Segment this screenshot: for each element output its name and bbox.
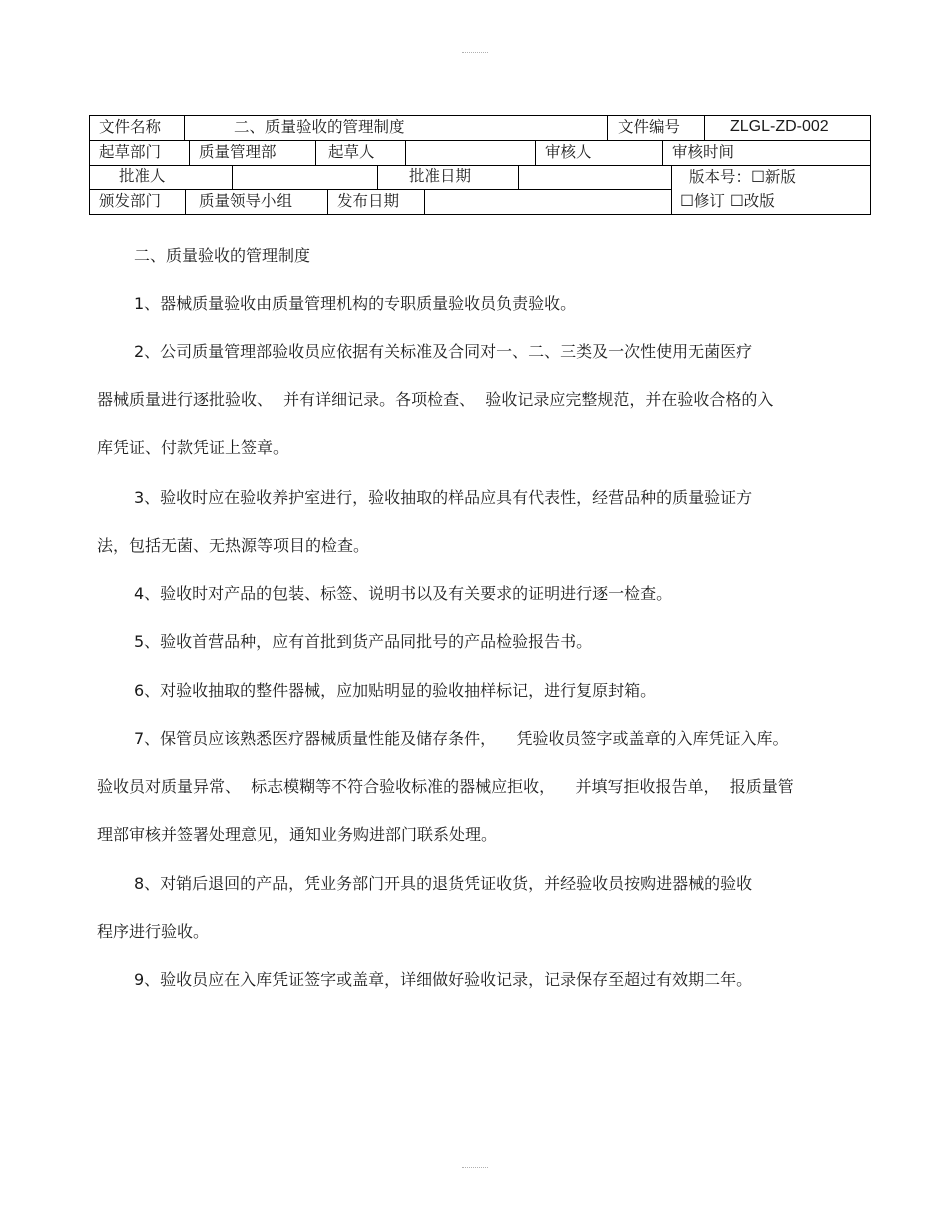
file-name-label: 文件名称 (99, 118, 162, 136)
paragraph-line: 器械质量进行逐批验收、 并有详细记录。各项检查、 验收记录应完整规范，并在验收合格的入 (97, 390, 774, 409)
doc-title: 二、质量验收的管理制度 (134, 246, 311, 265)
table-border (671, 165, 672, 215)
approve-date-label: 批准日期 (409, 167, 472, 185)
paragraph-line: 8、对销后退回的产品，凭业务部门开具的退货凭证收货，并经验收员按购进器械的验收 (134, 874, 753, 893)
file-no-value: ZLGL-ZD-002 (730, 118, 829, 135)
paragraph-line: 3、验收时应在验收养护室进行，验收抽取的样品应具有代表性，经营品种的质量验证方 (134, 488, 753, 507)
issue-date-label: 发布日期 (337, 192, 400, 210)
table-border (189, 140, 190, 165)
table-border (377, 165, 378, 189)
paragraph-line: 9、验收员应在入库凭证签字或盖章，详细做好验收记录，记录保存至超过有效期二年。 (134, 970, 753, 989)
table-border (704, 115, 705, 140)
paragraph-line: 程序进行验收。 (97, 922, 210, 941)
approver-label: 批准人 (119, 167, 166, 185)
drafter-label: 起草人 (328, 143, 375, 161)
table-border (405, 140, 406, 165)
table-border (315, 140, 316, 165)
table-border (327, 189, 328, 214)
table-border (607, 115, 608, 140)
file-name-value: 二、质量验收的管理制度 (234, 118, 405, 136)
draft-dept-value: 质量管理部 (199, 143, 277, 161)
draft-dept-label: 起草部门 (99, 143, 162, 161)
version-line1: 版本号：☐新版 (689, 168, 796, 186)
issue-dept-value: 质量领导小组 (199, 192, 293, 210)
version-line2: ☐修订 ☐改版 (680, 192, 775, 210)
table-border (870, 115, 871, 215)
table-border (184, 115, 185, 140)
table-border (518, 165, 519, 189)
paragraph-line: 7、保管员应该熟悉医疗器械质量性能及储存条件， 凭验收员签字或盖章的入库凭证入库。 (134, 729, 789, 748)
paragraph-line: 理部审核并签署处理意见，通知业务购进部门联系处理。 (97, 825, 498, 844)
page-header-mark (462, 52, 488, 53)
table-border (424, 189, 425, 214)
reviewer-label: 审核人 (545, 143, 592, 161)
table-border (89, 214, 871, 215)
paragraph-line: 验收员对质量异常、 标志模糊等不符合验收标准的器械应拒收， 并填写拒收报告单， 报质量管 (97, 777, 794, 796)
table-border (662, 140, 663, 165)
document-info-table (89, 115, 871, 215)
paragraph-line: 法，包括无菌、无热源等项目的检查。 (97, 536, 370, 555)
table-border (185, 189, 186, 214)
paragraph-line: 2、公司质量管理部验收员应依据有关标准及合同对一、二、三类及一次性使用无菌医疗 (134, 342, 753, 361)
table-border (232, 165, 233, 189)
paragraph-line: 4、验收时对产品的包装、标签、说明书以及有关要求的证明进行逐一检查。 (134, 584, 673, 603)
table-border (535, 140, 536, 165)
table-border (89, 189, 671, 190)
paragraph-line: 1、器械质量验收由质量管理机构的专职质量验收员负责验收。 (134, 294, 577, 313)
file-no-label: 文件编号 (618, 118, 681, 136)
table-border (89, 115, 871, 116)
table-border (89, 165, 871, 166)
review-time-label: 审核时间 (672, 143, 735, 161)
paragraph-line: 库凭证、付款凭证上签章。 (97, 438, 290, 457)
page-footer-mark (462, 1167, 488, 1168)
table-border (89, 115, 90, 215)
paragraph-line: 6、对验收抽取的整件器械，应加贴明显的验收抽样标记，进行复原封箱。 (134, 681, 657, 700)
table-border (89, 140, 871, 141)
paragraph-line: 5、验收首营品种，应有首批到货产品同批号的产品检验报告书。 (134, 632, 593, 651)
issue-dept-label: 颁发部门 (99, 192, 162, 210)
